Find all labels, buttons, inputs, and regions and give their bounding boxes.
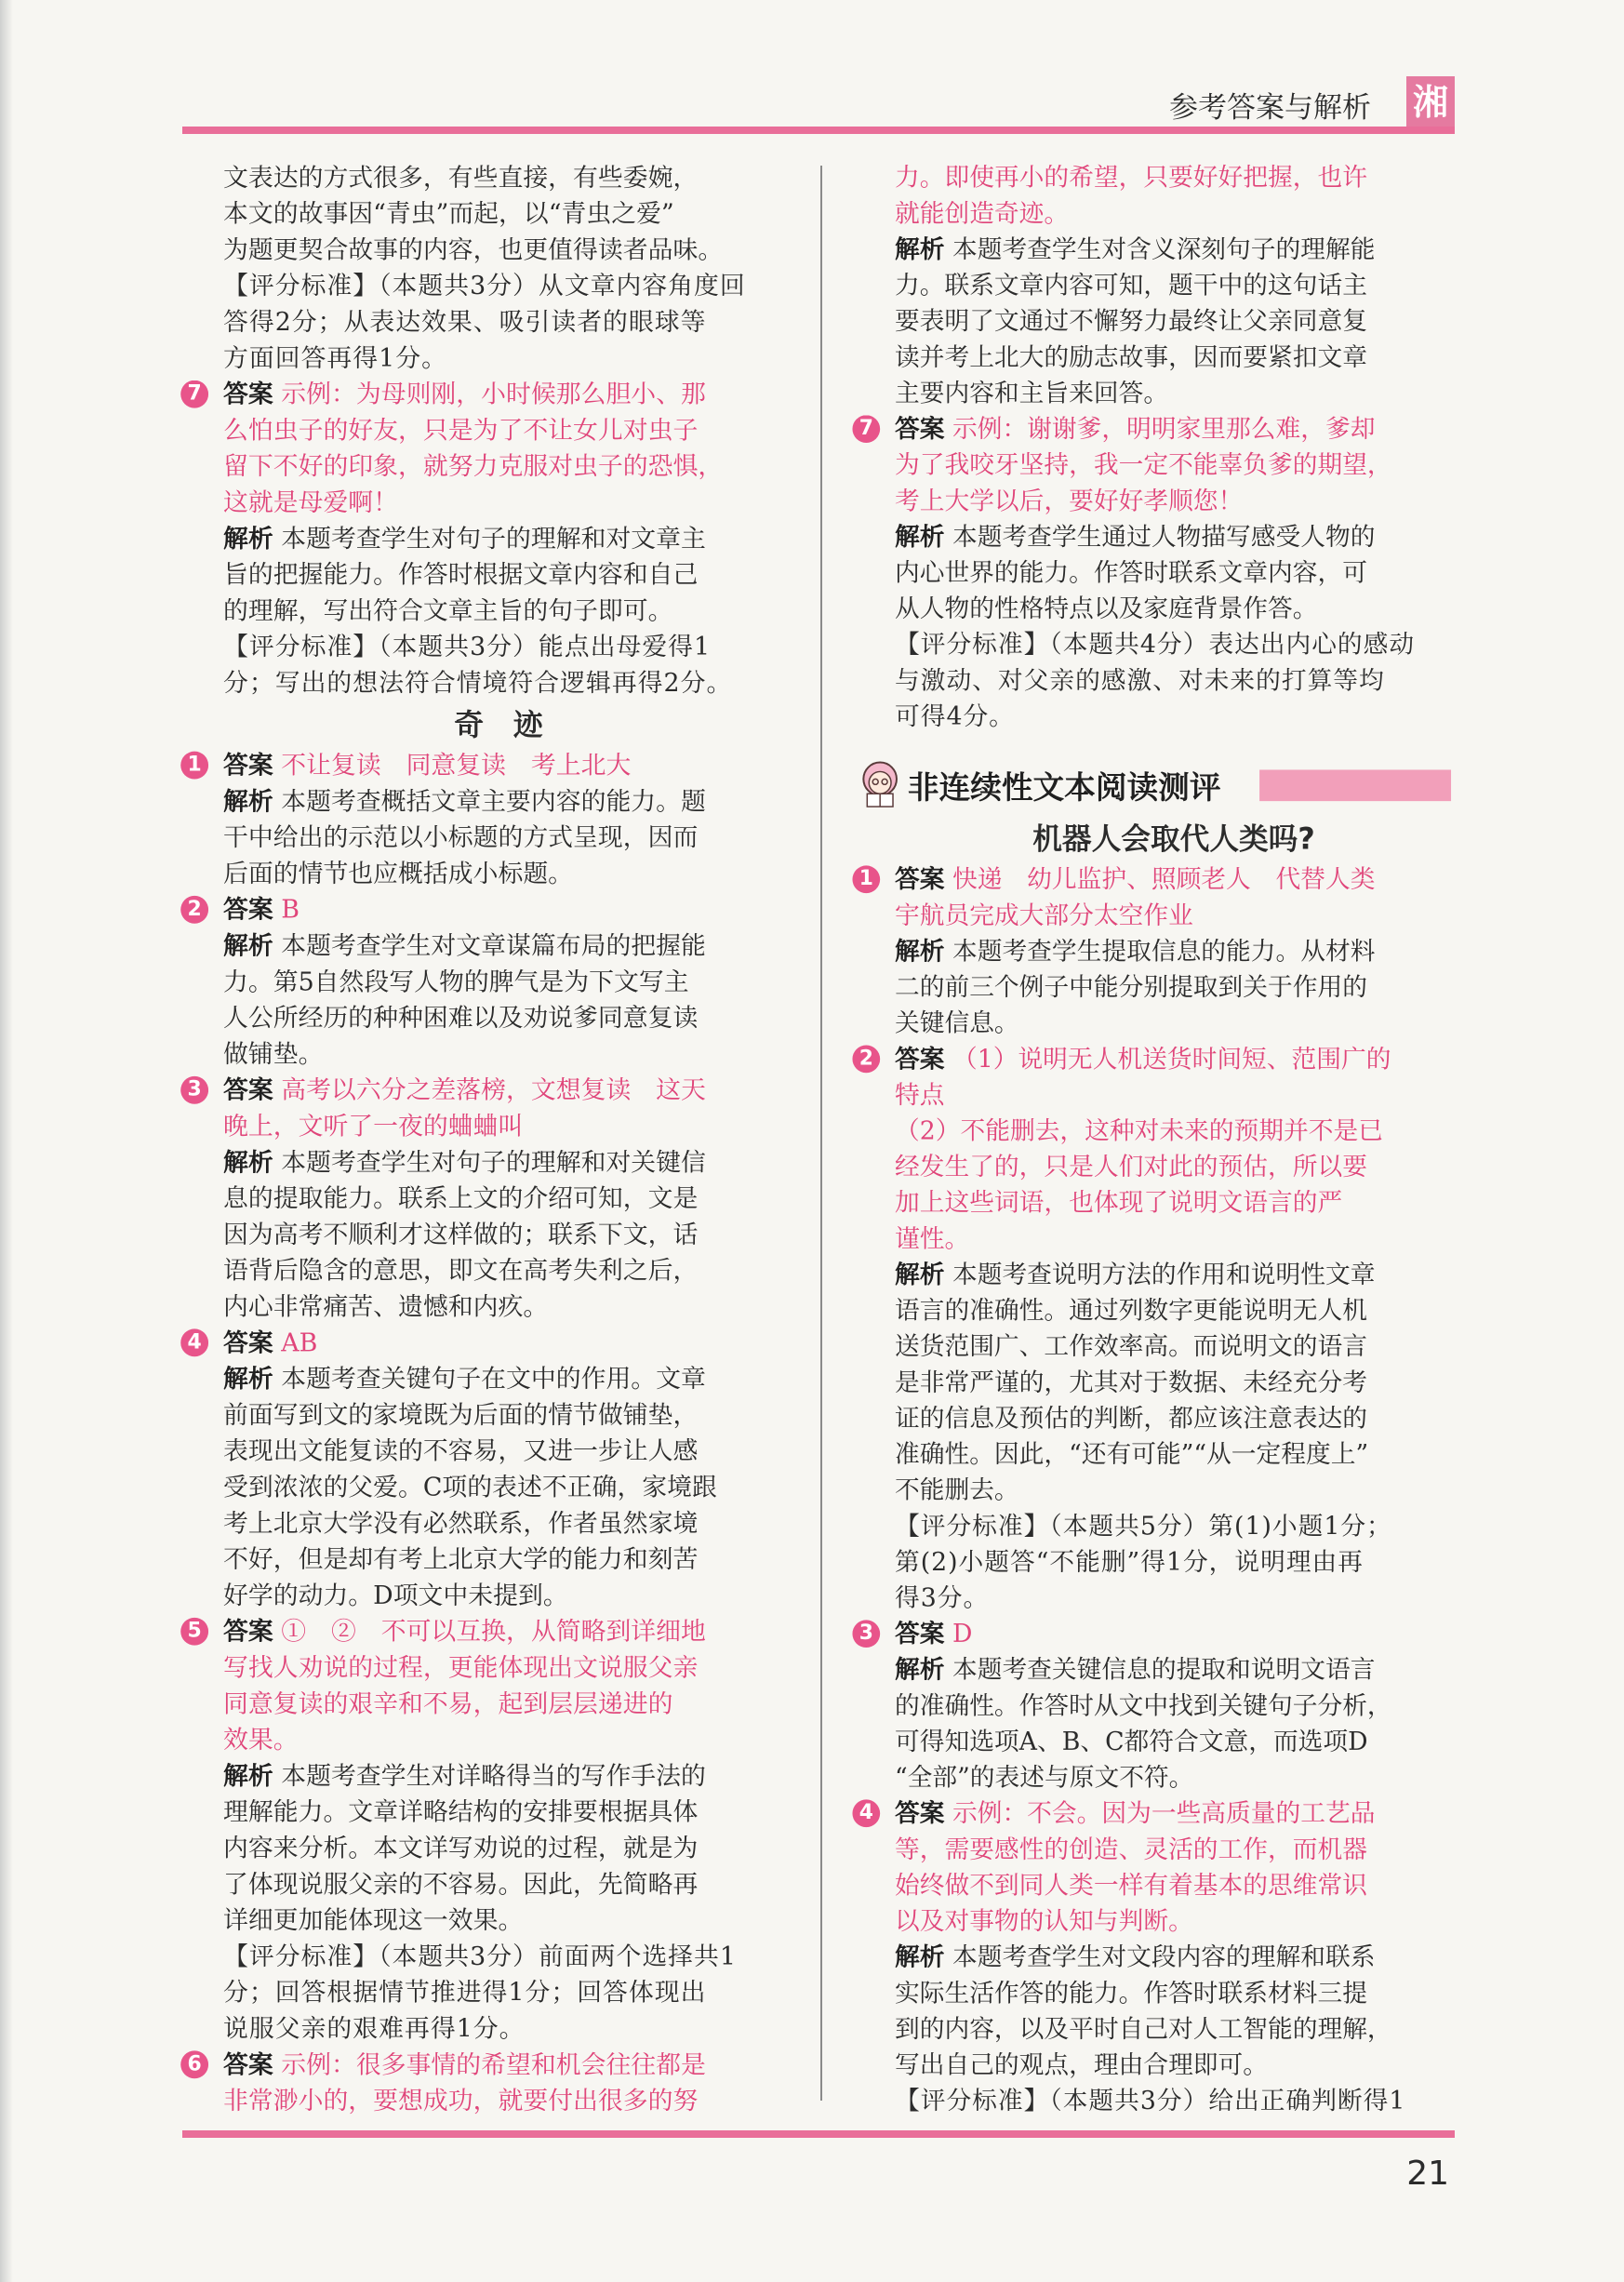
reading-girl-icon <box>858 759 902 808</box>
answer-text: 这就是母爱啊！ <box>223 488 399 517</box>
answer-text: 为了我咬牙坚持，我一定不能辜负爹的期望， <box>895 450 1392 480</box>
question-7-left <box>187 377 774 701</box>
answer-text: 等，需要感性的创造、灵活的工作，而机器 <box>895 1835 1367 1864</box>
analysis-text: 证的信息及预估的判断，都应该注意表达的 <box>895 1404 1367 1434</box>
analysis-label: 解析 <box>223 1762 273 1791</box>
answer-text: 示例：不会。因为一些高质量的工艺品 <box>952 1799 1376 1829</box>
analysis-text: 语言的准确性。通过列数字更能说明无人机 <box>895 1296 1367 1326</box>
intro-paragraph <box>223 160 774 268</box>
question-1-right <box>859 861 1453 1041</box>
answer-label: 答案 <box>223 895 273 925</box>
analysis-text: 实际生活作答的能力。作答时联系材料三提 <box>895 1979 1367 2008</box>
answer-text: D <box>952 1620 973 1649</box>
question-6-left <box>187 2047 774 2119</box>
question-number-badge: 5 <box>180 1618 208 1646</box>
answer-text: 力。即使再小的希望，只要好好把握，也许 <box>895 163 1367 193</box>
analysis-text: 力。联系文章内容可知，题干中的这句话主 <box>895 271 1367 300</box>
analysis-text: 因为高考不顺利才这样做的；联系下文，话 <box>223 1221 699 1249</box>
article-title: 机器人会取代人类吗? <box>1032 821 1315 857</box>
answer-text: 么怕虫子的好友，只是为了不让女儿对虫子 <box>223 416 699 446</box>
answer-text: （2）不能删去，这种对未来的预期并不是已 <box>895 1116 1383 1146</box>
analysis-text: 做铺垫。 <box>223 1040 324 1069</box>
question-number-badge: 2 <box>852 1046 880 1074</box>
analysis-text: 的理解，写出符合文章主旨的句子即可。 <box>223 596 673 626</box>
question-number-badge: 3 <box>180 1076 208 1104</box>
analysis-text: 送货范围广、工作效率高。而说明文的语言 <box>895 1332 1367 1362</box>
analysis-text: 旨的把握能力。作答时根据文章内容和自己 <box>223 560 699 590</box>
text-line: 为题更契合故事的内容，也更值得读者品味。 <box>223 235 724 265</box>
question-number-badge: 1 <box>180 752 208 780</box>
answer-text: （1）说明无人机送货时间短、范围广的 <box>952 1045 1391 1074</box>
scoring-standard: 【评分标准】（本题共5分）第(1)小题1分； <box>895 1512 1392 1541</box>
analysis-text: 本题考查学生对文段内容的理解和联系 <box>952 1942 1376 1972</box>
analysis-text: 本题考查学生通过人物描写感受人物的 <box>952 523 1376 552</box>
page-edge-shadow <box>0 0 13 2282</box>
question-2-right <box>859 1042 1453 1617</box>
analysis-text: 了体现说服父亲的不容易。因此，先简略再 <box>223 1870 699 1900</box>
analysis-text: 到的内容，以及平时自己对人工智能的理解， <box>895 2015 1392 2044</box>
section-title-bar <box>1259 769 1451 801</box>
scoring-standard: 【评分标准】（本题共4分）表达出内心的感动 <box>895 630 1416 660</box>
answer-label: 答案 <box>895 1620 945 1649</box>
analysis-label: 解析 <box>895 1261 945 1289</box>
analysis-text: 是非常严谨的，尤其对于数据、未经充分考 <box>895 1368 1367 1397</box>
question-number-badge: 7 <box>852 415 880 443</box>
answer-label: 答案 <box>223 1617 273 1647</box>
analysis-text: 本题考查概括文章主要内容的能力。题 <box>281 787 706 817</box>
question-4-right <box>859 1795 1453 2119</box>
column-divider <box>820 166 822 2101</box>
region-badge: 湘 <box>1406 76 1455 128</box>
question-7-right <box>859 411 1453 735</box>
answer-text: 非常渺小的，要想成功，就要付出很多的努 <box>223 2087 699 2116</box>
question-number-badge: 4 <box>852 1799 880 1827</box>
header-title: 参考答案与解析 <box>1169 91 1371 125</box>
question-number-badge: 4 <box>180 1328 208 1356</box>
analysis-text: 内心世界的能力。作答时联系文章内容，可 <box>895 558 1367 588</box>
article-title: 奇 迹 <box>454 706 543 742</box>
question-number-badge: 1 <box>852 865 880 893</box>
answer-label: 答案 <box>895 1799 945 1829</box>
answer-label: 答案 <box>223 1328 273 1358</box>
answer-label: 答案 <box>223 751 273 781</box>
analysis-label: 解析 <box>223 787 273 817</box>
analysis-text: 主要内容和主旨来回答。 <box>895 379 1169 408</box>
analysis-label: 解析 <box>895 1655 945 1685</box>
answer-text: 示例：很多事情的希望和机会往往都是 <box>281 2050 706 2080</box>
answer-text: 写找人劝说的过程，更能体现出文说服父亲 <box>223 1653 699 1683</box>
analysis-label: 解析 <box>223 931 273 961</box>
scoring-standard: 第(2)小题答“不能删”得1分，说明理由再 <box>895 1548 1364 1577</box>
scoring-standard: 得3分。 <box>895 1583 990 1613</box>
text-line: 方面回答再得1分。 <box>223 343 447 373</box>
analysis-text: 本题考查学生对含义深刻句子的理解能 <box>952 235 1376 264</box>
answer-label: 答案 <box>223 1075 273 1105</box>
analysis-label: 解析 <box>223 1365 273 1395</box>
answer-text: ① ② 不可以互换，从简略到详细地 <box>281 1617 706 1647</box>
scoring-standard: 与激动、对父亲的感激、对未来的打算等均 <box>895 666 1385 696</box>
analysis-text: 从人物的性格特点以及家庭背景作答。 <box>895 594 1318 624</box>
answer-label: 答案 <box>223 2050 273 2080</box>
analysis-text: 表现出文能复读的不容易，又进一步让人感 <box>223 1436 699 1466</box>
answer-text: 加上这些词语，也体现了说明文语言的严 <box>895 1188 1343 1218</box>
analysis-text: 语背后隐含的意思，即文在高考失利之后， <box>223 1256 699 1286</box>
analysis-text: 关键信息。 <box>895 1008 1019 1038</box>
answer-text: 示例：为母则刚，小时候那么胆小、那 <box>281 380 706 409</box>
answer-text: 就能创造奇迹。 <box>895 199 1070 229</box>
analysis-text: 后面的情节也应概括成小标题。 <box>223 860 574 888</box>
right-column <box>859 160 1453 2119</box>
question-2-left <box>187 892 774 1073</box>
analysis-text: 人公所经历的种种困难以及劝说爹同意复读 <box>223 1004 699 1034</box>
answer-text: 宇航员完成大部分太空作业 <box>895 901 1193 930</box>
analysis-text: 本题考查学生对文章谋篇布局的把握能 <box>281 931 706 961</box>
question-3-left <box>187 1073 774 1326</box>
scoring-standard: 【评分标准】（本题共3分）给出正确判断得1 <box>895 2087 1406 2116</box>
analysis-text: 考上北京大学没有必然联系，作者虽然家境 <box>223 1509 699 1539</box>
analysis-text: 二的前三个例子中能分别提取到关于作用的 <box>895 973 1367 1002</box>
text-line: 【评分标准】（本题共3分）从文章内容角度回 <box>223 272 746 301</box>
analysis-text: 读并考上北大的励志故事，因而要紧扣文章 <box>895 343 1367 372</box>
scoring-standard <box>223 268 774 376</box>
question-number-badge: 6 <box>180 2050 208 2078</box>
answer-text: 示例：谢谢爹，明明家里那么难，爹却 <box>952 415 1376 444</box>
analysis-text: 本题考查关键信息的提取和说明文语言 <box>952 1655 1376 1685</box>
text-line: 本文的故事因“青虫”而起，以“青虫之爱” <box>223 199 674 229</box>
answer-text: 效果。 <box>223 1726 299 1755</box>
analysis-text: 理解能力。文章详略结构的安排要根据具体 <box>223 1797 699 1827</box>
analysis-text: 本题考查学生对句子的理解和对关键信 <box>281 1148 706 1178</box>
page-number: 21 <box>1406 2155 1449 2193</box>
analysis-text: 力。第5自然段写人物的脾气是为下文写主 <box>223 968 689 997</box>
scoring-standard: 【评分标准】（本题共3分）能点出母爱得1 <box>223 633 712 662</box>
scoring-standard: 分；回答根据情节推进得1分；回答体现出 <box>223 1978 707 2008</box>
analysis-label: 解析 <box>895 937 945 967</box>
answer-text: 晚上，文听了一夜的蛐蛐叫 <box>223 1112 524 1141</box>
analysis-label: 解析 <box>895 523 945 552</box>
analysis-text: 的准确性。作答时从文中找到关键句子分析， <box>895 1691 1392 1721</box>
question-4-left <box>187 1325 774 1613</box>
answer-text: 快递 幼儿监护、照顾老人 代替人类 <box>952 865 1376 895</box>
analysis-text: 好学的动力。D项文中未提到。 <box>223 1581 568 1610</box>
answer-text: 始终做不到同人类一样有着基本的思维常识 <box>895 1871 1367 1901</box>
analysis-text: 息的提取能力。联系上文的介绍可知，文是 <box>223 1184 699 1214</box>
page-header <box>182 74 1455 132</box>
answer-text: B <box>281 895 300 925</box>
text-line: 答得2分；从表达效果、吸引读者的眼球等 <box>223 308 707 338</box>
question-1-left <box>187 748 774 892</box>
analysis-text: 本题考查学生对详略得当的写作手法的 <box>281 1762 706 1791</box>
analysis-text: “全部”的表述与原文不符。 <box>895 1763 1194 1793</box>
analysis-label: 解析 <box>895 1942 945 1972</box>
scoring-standard: 【评分标准】（本题共3分）前面两个选择共1 <box>223 1942 737 1971</box>
analysis-text: 不好，但是却有考上北京大学的能力和刻苦 <box>223 1545 699 1575</box>
answer-label: 答案 <box>895 865 945 895</box>
analysis-text: 本题考查关键句子在文中的作用。文章 <box>281 1365 706 1395</box>
question-number-badge: 2 <box>180 896 208 924</box>
analysis-label: 解析 <box>223 524 273 554</box>
answer-text: 留下不好的印象，就努力克服对虫子的恐惧， <box>223 452 724 482</box>
analysis-text: 要表明了文通过不懈努力最终让父亲同意复 <box>895 307 1367 337</box>
footer-rule <box>182 2130 1455 2138</box>
answer-text: 谨性。 <box>895 1224 970 1254</box>
answer-text: 同意复读的艰辛和不易，起到层层递进的 <box>223 1689 673 1719</box>
answer-label: 答案 <box>895 1045 945 1074</box>
answer-label: 答案 <box>895 415 945 444</box>
section-title: 非连续性文本阅读测评 <box>907 769 1221 807</box>
analysis-text: 干中给出的示范以小标题的方式呈现，因而 <box>223 823 699 853</box>
text-line: 文表达的方式很多，有些直接，有些委婉， <box>223 163 699 193</box>
scoring-standard: 可得4分。 <box>895 702 1015 731</box>
scoring-standard: 说服父亲的艰难再得1分。 <box>223 2014 526 2044</box>
question-number-badge: 3 <box>852 1620 880 1648</box>
analysis-text: 本题考查学生对句子的理解和对文章主 <box>281 524 706 554</box>
header-rule <box>182 127 1455 134</box>
question-5-left <box>187 1614 774 2048</box>
analysis-text: 内心非常痛苦、遗憾和内疚。 <box>223 1292 549 1322</box>
analysis-label: 解析 <box>223 1148 273 1178</box>
analysis-text: 前面写到文的家境既为后面的情节做铺垫， <box>223 1401 699 1430</box>
section-heading <box>895 759 1453 814</box>
scoring-standard: 分；写出的想法符合情境符合逻辑再得2分。 <box>223 669 733 698</box>
answer-text: 以及对事物的认知与判断。 <box>895 1907 1193 1936</box>
question-number-badge: 7 <box>180 380 208 408</box>
analysis-text: 本题考查学生提取信息的能力。从材料 <box>952 937 1376 967</box>
left-column <box>187 160 774 2119</box>
analysis-text: 内容来分析。本文详写劝说的过程，就是为 <box>223 1834 699 1863</box>
analysis-label: 解析 <box>895 235 945 264</box>
answer-text: AB <box>281 1328 318 1358</box>
analysis-text: 本题考查说明方法的作用和说明性文章 <box>952 1261 1376 1289</box>
answer-text: 考上大学以后，要好好孝顺您！ <box>895 487 1244 516</box>
analysis-text: 写出自己的观点，理由合理即可。 <box>895 2050 1269 2080</box>
analysis-text: 不能删去。 <box>895 1475 1019 1505</box>
answer-text: 经发生了的，只是人们对此的预估，所以要 <box>895 1153 1367 1182</box>
question-3-right <box>859 1616 1453 1795</box>
analysis-text: 受到浓浓的父爱。C项的表述不正确，家境跟 <box>223 1473 717 1502</box>
analysis-text: 详细更加能体现这一效果。 <box>223 1906 524 1936</box>
answer-text: 高考以六分之差落榜，文想复读 这天 <box>281 1075 706 1105</box>
answer-text: 不让复读 同意复读 考上北大 <box>281 751 632 781</box>
analysis-text: 准确性。因此，“还有可能”“从一定程度上” <box>895 1440 1369 1469</box>
answer-text: 特点 <box>895 1081 945 1110</box>
answer-label: 答案 <box>223 380 273 409</box>
analysis-text: 可得知选项A、B、C都符合文意，而选项D <box>895 1728 1368 1756</box>
